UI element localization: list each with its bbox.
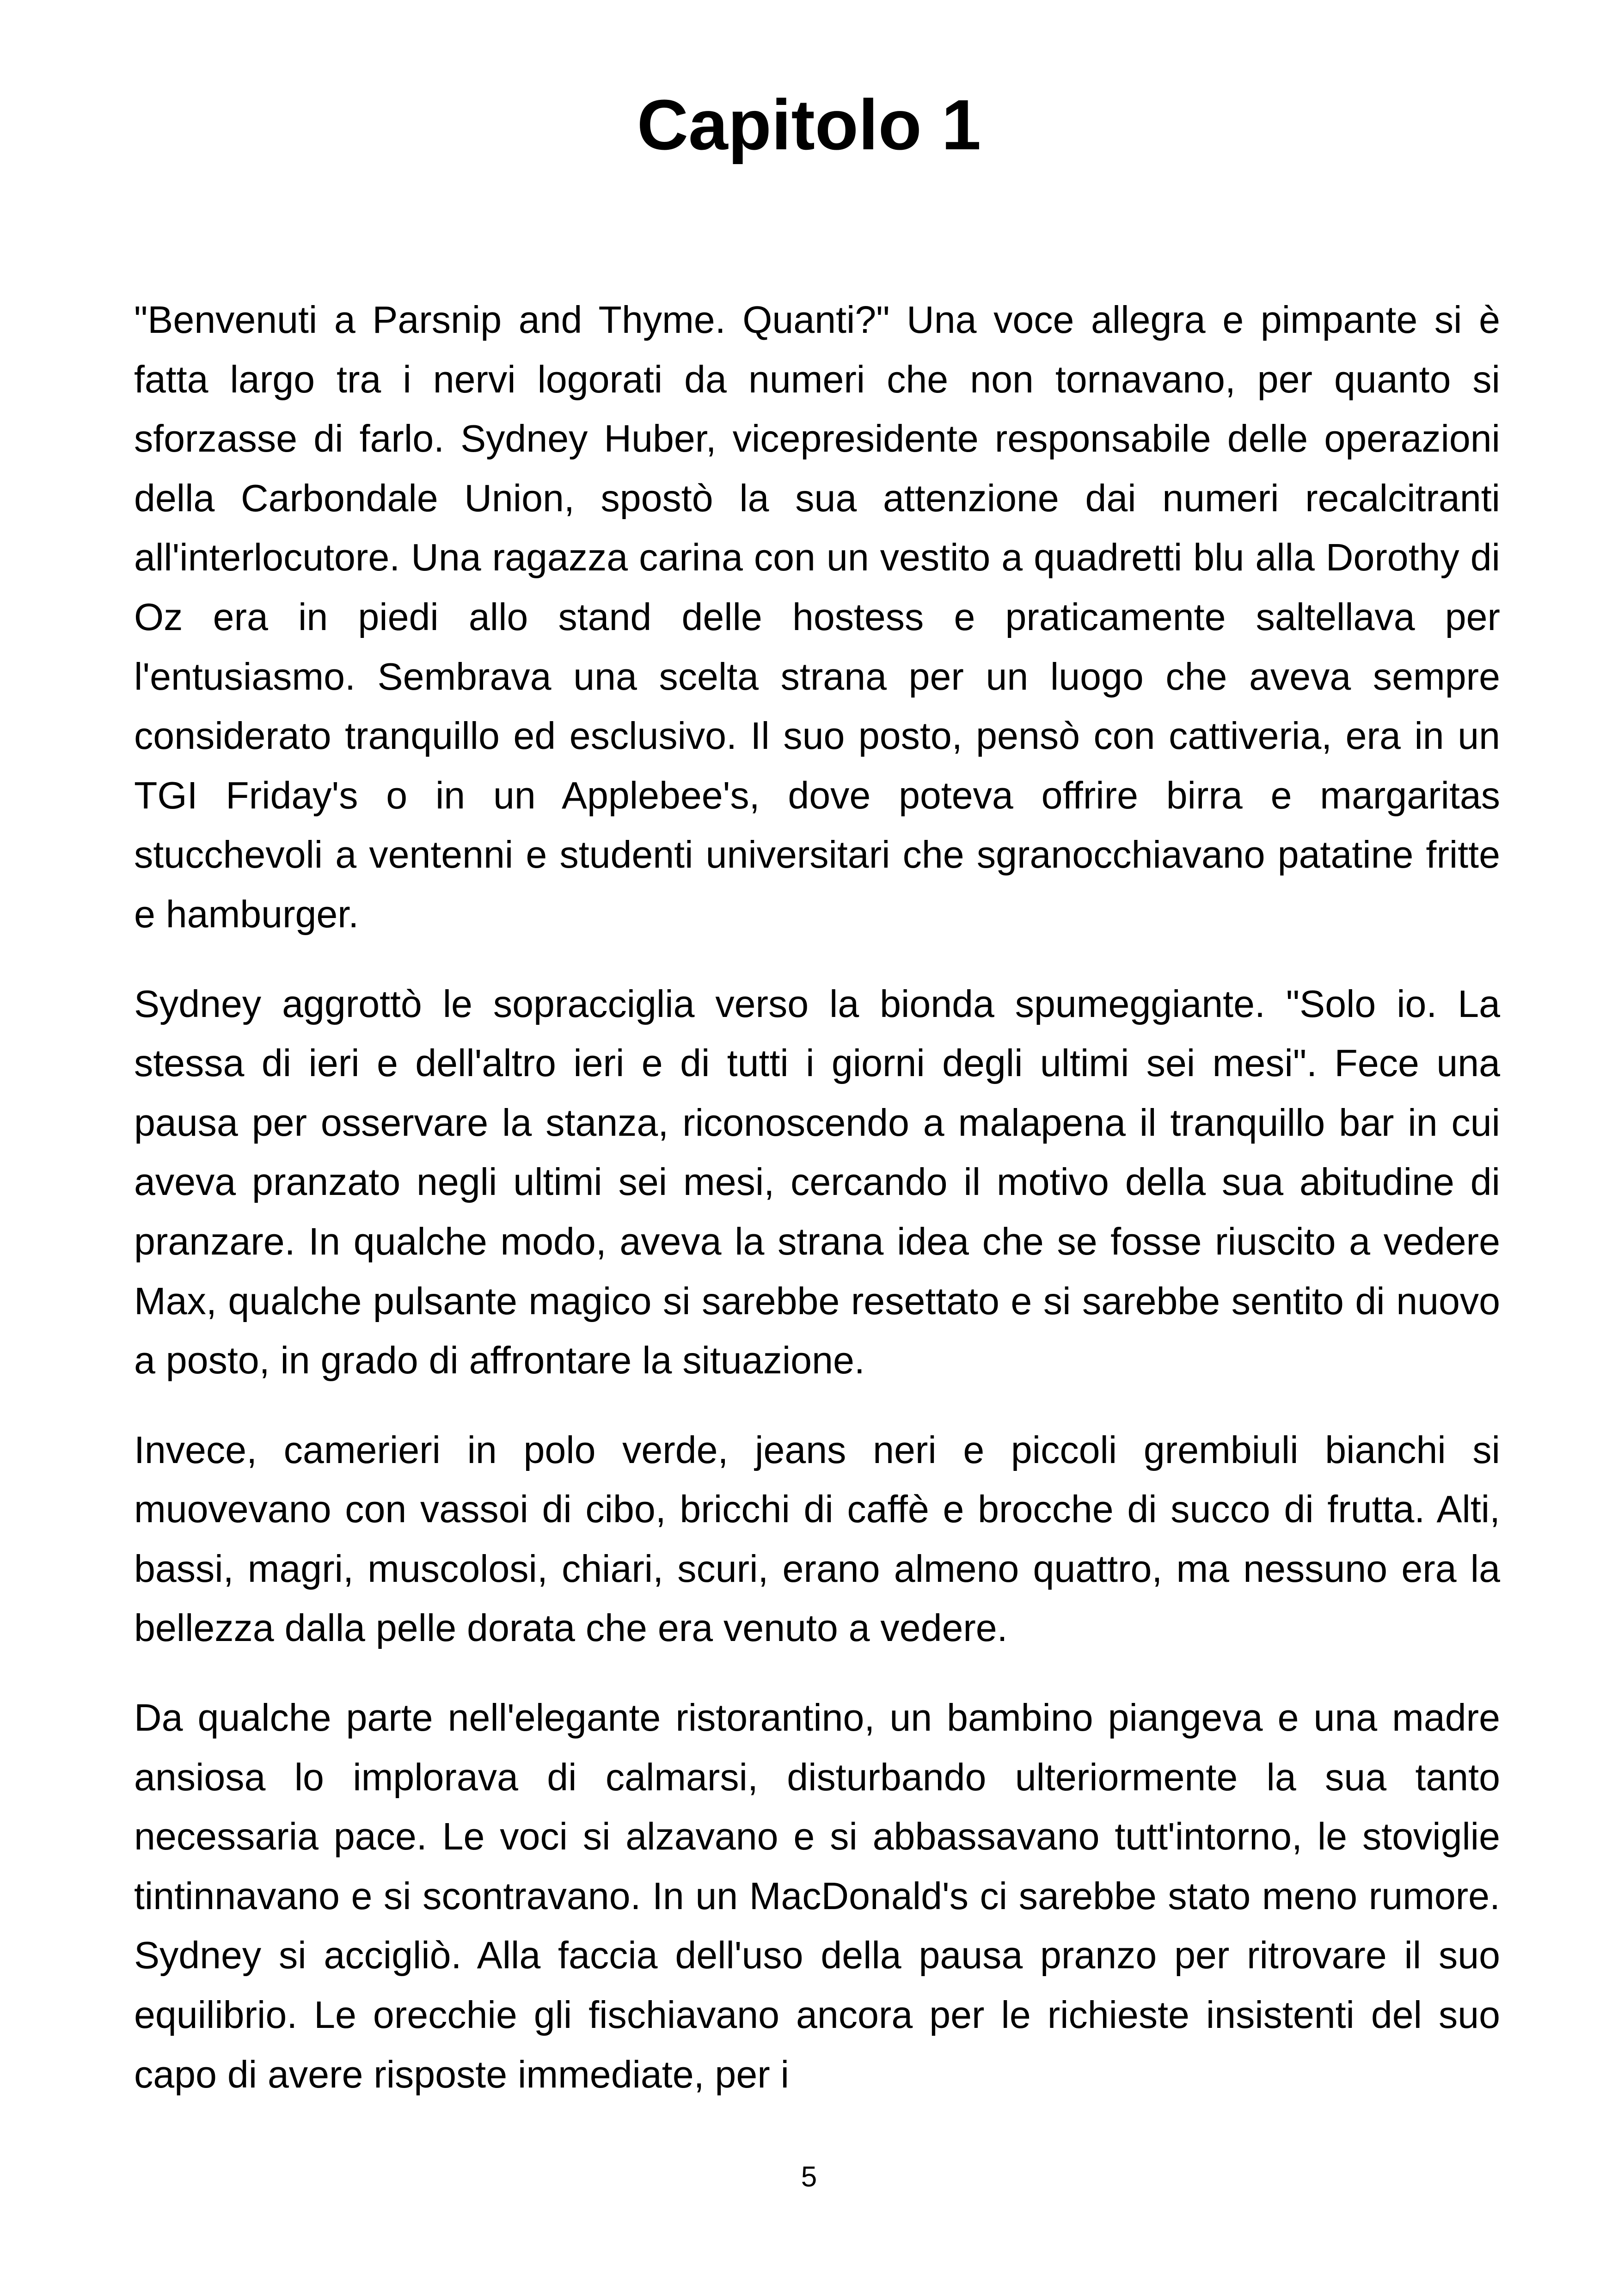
paragraph: Invece, camerieri in polo verde, jeans neri e piccoli grembiuli bianchi si muovevano con vassoi di cibo, bricchi di caffè e brocche di succo di frutta. Alti, bassi, magri, muscolosi, chiari, scuri, erano almeno quattro, ma nessuno era la bellezza dalla pelle dorata che era venuto a vedere. (134, 1428, 1500, 1650)
page-number: 5 (801, 2161, 817, 2193)
paragraph: "Benvenuti a Parsnip and Thyme. Quanti?" Una voce allegra e pimpante si è fatta largo tra i nervi logorati da numeri che non tornavano, per quanto si sforzasse di farlo. Sydney Huber, vicepresidente responsabile delle operazioni della Carbondale Union, spostò la sua attenzione dai numeri recalcitranti all'interlocutore. Una ragazza carina con un vestito a quadretti blu alla Dorothy di Oz era in piedi allo stand delle hostess e praticamente saltellava per l'entusiasmo. Sembrava una scelta strana per un luogo che aveva sempre considerato tranquillo ed esclusivo. Il suo posto, pensò con cattiveria, era in un TGI Friday's o in un Applebee's, dove poteva offrire birra e margaritas stucchevoli a ventenni e studenti universitari che sgranocchiavano patatine fritte e hamburger. (134, 299, 1500, 936)
chapter-title: Capitolo 1 (637, 85, 981, 165)
paragraph: Da qualche parte nell'elegante ristorantino, un bambino piangeva e una madre ansiosa lo implorava di calmarsi, disturbando ulteriormente la sua tanto necessaria pace. Le voci si alzavano e si abbassavano tutt'intorno, le stoviglie tintinnavano e si scontravano. In un MacDonald's ci sarebbe stato meno rumore. Sydney si accigliò. Alla faccia dell'uso della pausa pranzo per ritrovare il suo equilibrio. Le orecchie gli fischiavano ancora per le richieste insistenti del suo capo di avere risposte immediate, per i (134, 1696, 1500, 2096)
paragraph: Sydney aggrottò le sopracciglia verso la bionda spumeggiante. "Solo io. La stessa di ieri e dell'altro ieri e di tutti i giorni degli ultimi sei mesi". Fece una pausa per osservare la stanza, riconoscendo a malapena il tranquillo bar in cui aveva pranzato negli ultimi sei mesi, cercando il motivo della sua abitudine di pranzare. In qualche modo, aveva la strana idea che se fosse riuscito a vedere Max, qualche pulsante magico si sarebbe resettato e si sarebbe sentito di nuovo a posto, in grado di affrontare la situazione. (134, 982, 1500, 1382)
chapter-body (134, 290, 1500, 2104)
